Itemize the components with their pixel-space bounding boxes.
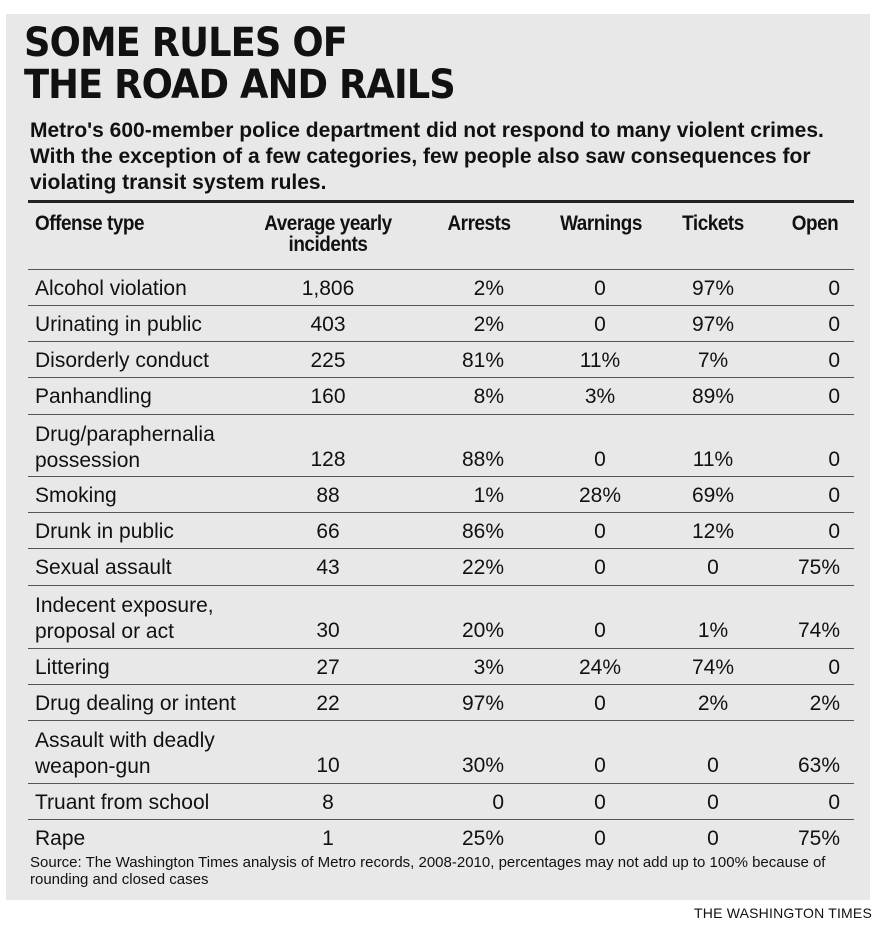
average-cell: 10: [316, 754, 340, 777]
average-cell: 30: [316, 619, 340, 642]
table-row: [28, 720, 854, 784]
open-cell: 2%: [809, 692, 840, 715]
arrests-cell: 97%: [461, 692, 504, 715]
table-row: [28, 648, 854, 685]
warnings-cell: 24%: [578, 656, 622, 679]
table-row: [28, 819, 854, 856]
offense-type-line: Panhandling: [35, 385, 152, 408]
arrests-cell: 8%: [473, 385, 504, 408]
offense-type-line: Alcohol violation: [35, 277, 187, 300]
offense-type-line: Drunk in public: [35, 520, 174, 543]
tickets-cell: 0: [707, 791, 719, 814]
open-cell: 0: [828, 448, 840, 471]
average-cell: 225: [310, 349, 346, 372]
table-row: [28, 512, 854, 549]
arrests-cell: 3%: [473, 656, 504, 679]
tickets-cell: 2%: [697, 692, 729, 715]
table-row: [28, 341, 854, 378]
tickets-cell: 0: [707, 827, 719, 850]
warnings-cell: 0: [594, 791, 606, 814]
average-cell: 1,806: [301, 277, 355, 300]
open-cell: 0: [828, 277, 840, 300]
offense-type-line: proposal or act: [35, 620, 174, 643]
offense-type-cell: [35, 422, 275, 474]
arrests-cell: 20%: [461, 619, 504, 642]
table-row: [28, 269, 854, 306]
tickets-cell: 1%: [697, 619, 729, 642]
table-row: [28, 377, 854, 415]
offense-type-cell: [35, 593, 275, 645]
header-tickets: Tickets: [682, 212, 744, 235]
warnings-cell: 28%: [578, 484, 622, 507]
tickets-cell: 11%: [692, 448, 734, 471]
warnings-cell: 0: [594, 754, 606, 777]
publisher-credit: THE WASHINGTON TIMES: [694, 905, 872, 921]
offense-type-cell: [35, 484, 275, 508]
offense-type-cell: [35, 827, 275, 851]
tickets-cell: 89%: [691, 385, 735, 408]
open-cell: 63%: [797, 754, 840, 777]
arrests-cell: 81%: [461, 349, 504, 372]
offense-type-line: Truant from school: [35, 791, 210, 814]
average-cell: 128: [310, 448, 346, 471]
tickets-cell: 97%: [691, 277, 735, 300]
offense-type-line: weapon-gun: [35, 755, 151, 778]
header-average-yearly-incidents: [238, 213, 418, 255]
warnings-cell: 0: [594, 313, 606, 336]
average-cell: 27: [316, 656, 340, 679]
header-warnings: Warnings: [560, 212, 642, 235]
header-offense-type: Offense type: [35, 212, 145, 235]
average-cell: 22: [316, 692, 340, 715]
table-row: [28, 305, 854, 342]
offense-type-line: Smoking: [35, 484, 117, 507]
tickets-cell: 69%: [691, 484, 735, 507]
offense-type-line: Disorderly conduct: [35, 349, 209, 372]
header-arrests: Arrests: [447, 212, 511, 235]
tickets-cell: 12%: [691, 520, 735, 543]
offense-type-cell: [35, 349, 275, 373]
tickets-cell: 0: [707, 754, 719, 777]
arrests-cell: 88%: [461, 448, 504, 471]
average-cell: 8: [322, 791, 334, 814]
table-row: [28, 585, 854, 649]
open-cell: 0: [828, 385, 840, 408]
tickets-cell: 0: [707, 556, 719, 579]
offense-type-line: Assault with deadly: [35, 729, 215, 752]
open-cell: 0: [828, 349, 840, 372]
arrests-cell: 22%: [461, 556, 504, 579]
average-cell: 43: [316, 556, 340, 579]
warnings-cell: 0: [594, 448, 606, 471]
offense-type-cell: [35, 277, 275, 301]
open-cell: 74%: [797, 619, 840, 642]
header-average-line: incidents: [288, 233, 368, 256]
open-cell: 0: [828, 484, 840, 507]
offense-type-line: Drug/paraphernalia: [35, 423, 215, 446]
offense-type-line: possession: [35, 449, 141, 472]
table-row: [28, 548, 854, 586]
offense-type-cell: [35, 385, 275, 409]
table-row: [28, 414, 854, 477]
offense-type-line: Sexual assault: [35, 556, 172, 579]
tickets-cell: 7%: [697, 349, 729, 372]
arrests-cell: 30%: [461, 754, 504, 777]
offense-type-line: Rape: [35, 827, 86, 850]
average-cell: 160: [310, 385, 346, 408]
header-average-line: Average yearly: [264, 212, 392, 235]
arrests-cell: 86%: [461, 520, 504, 543]
open-cell: 0: [828, 656, 840, 679]
table-row: [28, 783, 854, 820]
tickets-cell: 97%: [691, 313, 735, 336]
open-cell: 0: [828, 313, 840, 336]
offense-type-cell: [35, 556, 275, 580]
offense-type-line: Urinating in public: [35, 313, 202, 336]
arrests-cell: 0: [492, 791, 504, 814]
warnings-cell: 0: [594, 619, 606, 642]
offense-type-cell: [35, 692, 275, 716]
header-open: Open: [791, 212, 839, 235]
offense-type-line: Drug dealing or intent: [35, 692, 236, 715]
arrests-cell: 2%: [473, 313, 504, 336]
title-line: THE ROAD AND RAILS: [24, 62, 455, 108]
tickets-cell: 74%: [691, 656, 735, 679]
open-cell: 75%: [797, 827, 840, 850]
warnings-cell: 0: [594, 520, 606, 543]
warnings-cell: 0: [594, 556, 606, 579]
average-cell: 88: [316, 484, 340, 507]
table-row: [28, 476, 854, 513]
arrests-cell: 25%: [461, 827, 504, 850]
open-cell: 0: [828, 520, 840, 543]
offense-type-cell: [35, 313, 275, 337]
offense-type-cell: [35, 520, 275, 544]
average-cell: 66: [316, 520, 340, 543]
average-cell: 403: [310, 313, 346, 336]
arrests-cell: 1%: [473, 484, 504, 507]
offense-table: [28, 200, 854, 853]
open-cell: 0: [828, 791, 840, 814]
warnings-cell: 0: [594, 827, 606, 850]
average-cell: 1: [322, 827, 334, 850]
warnings-cell: 0: [594, 692, 606, 715]
offense-type-line: Littering: [35, 656, 110, 679]
warnings-cell: 0: [594, 277, 606, 300]
arrests-cell: 2%: [473, 277, 504, 300]
offense-type-cell: [35, 656, 275, 680]
warnings-cell: 3%: [584, 385, 616, 408]
source-note: Source: The Washington Times analysis of Metro records, 2008-2010, percentages may not add up to 100% because of rounding and closed cases: [30, 854, 826, 888]
warnings-cell: 11%: [579, 349, 621, 372]
graphic-title: [24, 22, 455, 106]
graphic-subtitle: Metro's 600-member police department did not respond to many violent crimes. With the exception of a few categories, few people also saw consequences for violating transit system rules.: [30, 119, 824, 194]
table-row: [28, 684, 854, 721]
offense-type-cell: [35, 791, 275, 815]
offense-type-cell: [35, 728, 275, 780]
offense-type-line: Indecent exposure,: [35, 594, 214, 617]
open-cell: 75%: [797, 556, 840, 579]
title-line: SOME RULES OF: [24, 20, 347, 66]
